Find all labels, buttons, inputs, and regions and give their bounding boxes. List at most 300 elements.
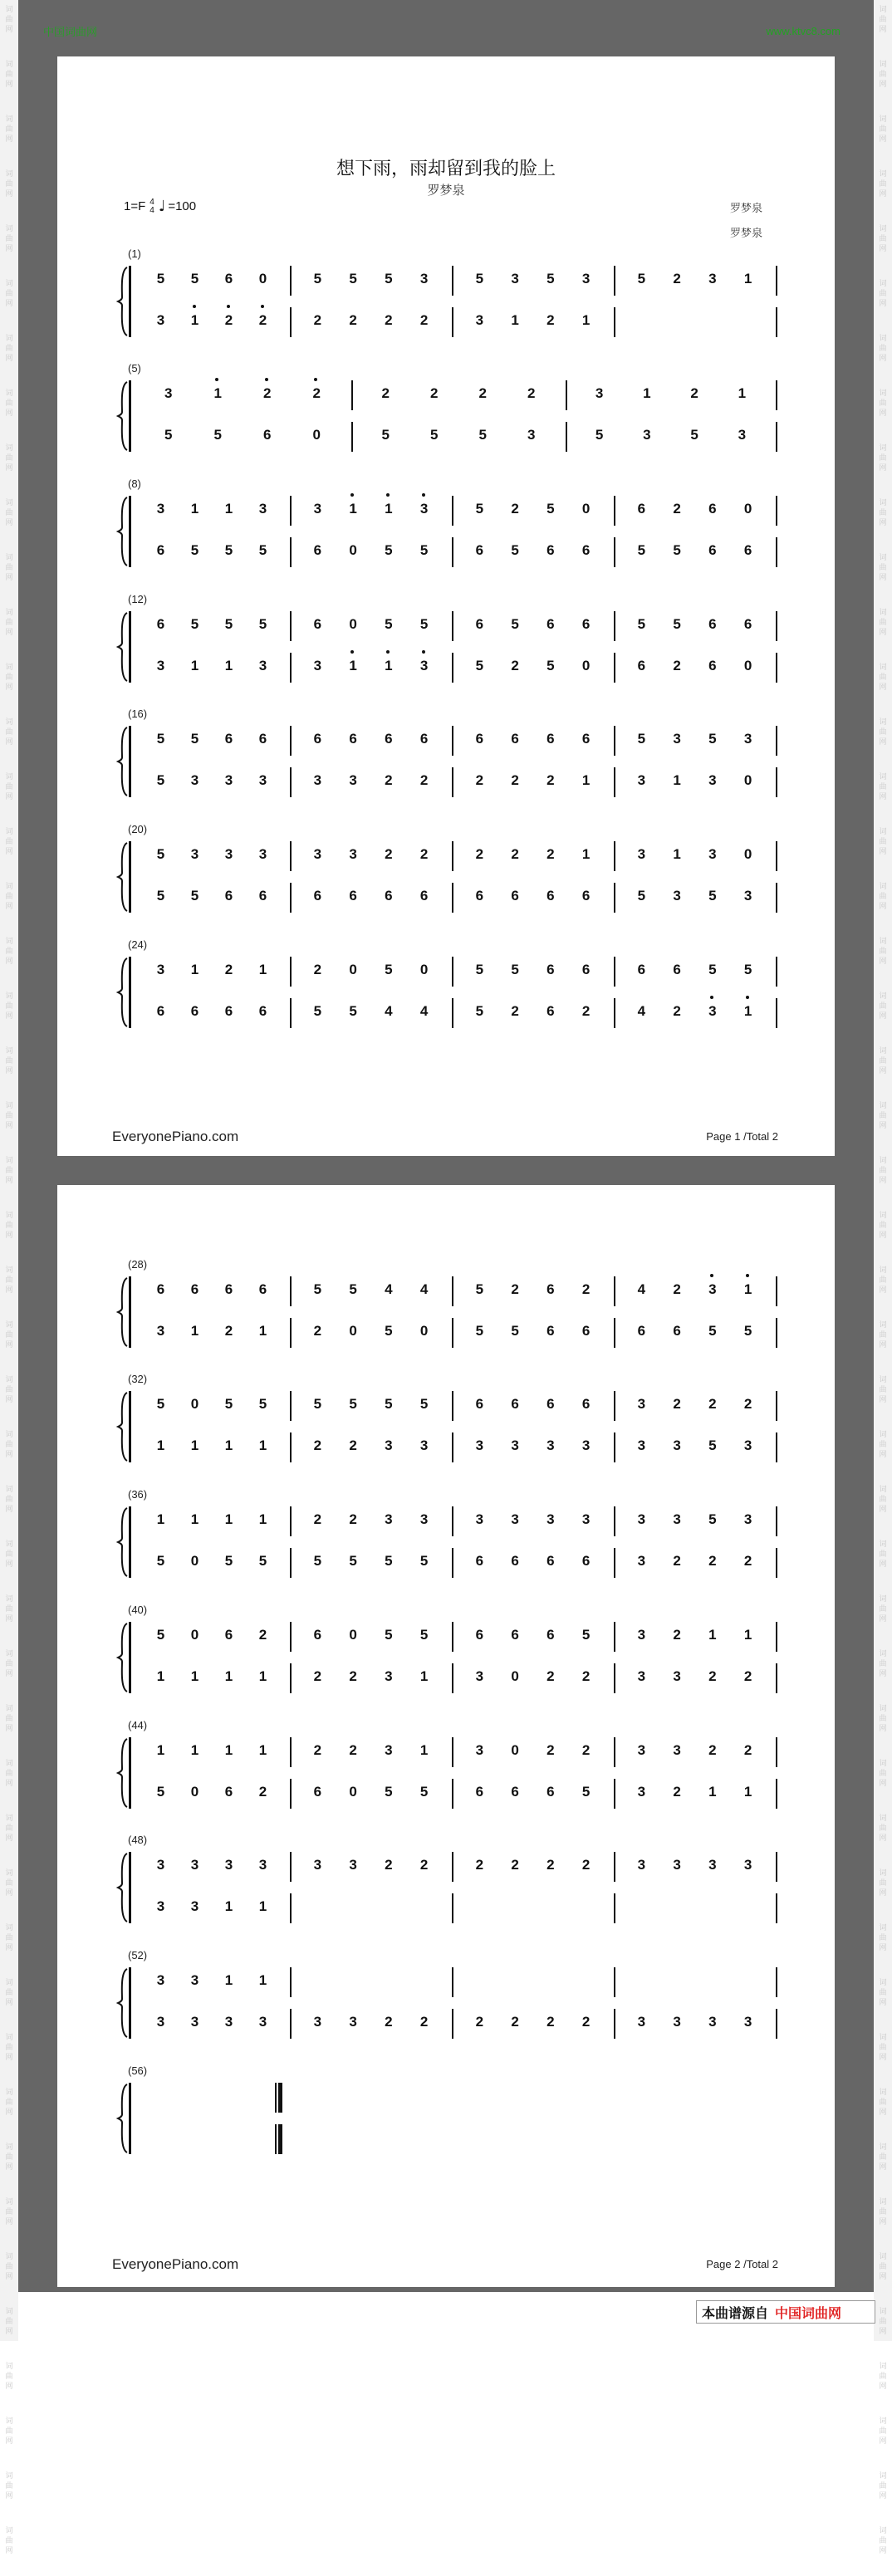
- measure-number: (16): [128, 708, 148, 720]
- tempo-bpm: =100: [168, 199, 197, 213]
- side-watermark-text: 词 曲 网: [5, 938, 13, 966]
- note: [187, 731, 203, 747]
- note: [255, 542, 272, 559]
- note: [255, 1323, 272, 1339]
- side-watermark-text: 词 曲 网: [879, 2417, 887, 2446]
- note-digit: 3: [313, 1857, 322, 1873]
- side-watermark-text: 词 曲 网: [5, 1540, 13, 1569]
- note-digit: 0: [258, 271, 267, 286]
- note-digit: 6: [581, 1553, 591, 1569]
- note-digit: 3: [313, 658, 322, 673]
- note-digit: 3: [385, 1668, 393, 1684]
- side-watermark-text: 词 曲 网: [879, 664, 887, 692]
- note: [221, 1857, 238, 1873]
- note-digit: 5: [385, 1323, 393, 1339]
- note-digit: 6: [511, 1553, 519, 1569]
- note: [542, 1742, 559, 1759]
- note: [507, 1627, 523, 1643]
- bar-line: [290, 841, 292, 871]
- note-digit: 2: [708, 1396, 717, 1412]
- note-digit: 6: [546, 1281, 555, 1297]
- note: [578, 846, 595, 863]
- note: [669, 501, 685, 517]
- note-digit: 3: [156, 1972, 165, 1988]
- note: [471, 962, 488, 978]
- bar-line: [614, 883, 615, 913]
- note-digit: 1: [673, 772, 681, 788]
- note-digit: 2: [475, 2014, 484, 2030]
- note: [153, 1742, 169, 1759]
- note-digit: 3: [349, 2014, 357, 2030]
- note: [309, 1511, 326, 1528]
- bar-line: [290, 2009, 292, 2039]
- bar-line: [452, 1852, 453, 1882]
- note: [578, 888, 595, 904]
- note-digit: 2: [385, 2014, 393, 2030]
- note-digit: 5: [637, 616, 646, 632]
- bar-line: [452, 653, 453, 683]
- note: [416, 1784, 433, 1800]
- note: [578, 1323, 595, 1339]
- note-digit: 2: [581, 1003, 591, 1019]
- note-digit: 1: [743, 1281, 752, 1297]
- bar-line: [614, 726, 615, 756]
- bar-line: [614, 1852, 615, 1882]
- note: [255, 616, 272, 633]
- side-watermark-text: 词 曲 网: [5, 554, 13, 582]
- final-bar-thick: [278, 2083, 282, 2113]
- note-digit: 2: [419, 846, 429, 862]
- note-digit: 5: [419, 1396, 429, 1412]
- bar-line: [452, 1622, 453, 1652]
- note: [221, 772, 238, 789]
- note: [704, 1396, 721, 1413]
- side-watermark-right: [874, 0, 892, 2555]
- note-digit: 1: [385, 658, 393, 673]
- note-digit: 3: [581, 1437, 591, 1453]
- bar-line: [290, 653, 292, 683]
- note: [345, 846, 361, 863]
- note: [160, 385, 177, 402]
- bar-line: [452, 1391, 453, 1421]
- note-digit: 3: [527, 427, 536, 443]
- note: [542, 1857, 559, 1873]
- note: [221, 658, 238, 674]
- note: [507, 1742, 523, 1759]
- note: [578, 1857, 595, 1873]
- note-digit: 2: [349, 1668, 357, 1684]
- note-digit: 2: [419, 1857, 429, 1873]
- note: [578, 772, 595, 789]
- note: [740, 962, 757, 978]
- note-digit: 3: [673, 1857, 681, 1873]
- note-digit: 6: [156, 1003, 165, 1019]
- note-digit: 6: [581, 1323, 591, 1339]
- note-digit: 2: [581, 2014, 591, 2030]
- note-digit: 3: [637, 1396, 646, 1412]
- note-digit: 6: [673, 962, 681, 977]
- bar-line: [776, 653, 777, 683]
- note-digit: 5: [156, 772, 165, 788]
- note-digit: 2: [419, 312, 429, 328]
- source-credit[interactable]: [696, 2300, 875, 2324]
- bar-line: [614, 2009, 615, 2039]
- note: [209, 385, 226, 402]
- note: [187, 1396, 203, 1413]
- note-digit: 5: [475, 658, 484, 673]
- note-digit: 2: [430, 385, 439, 401]
- note: [704, 1784, 721, 1800]
- note: [160, 427, 177, 443]
- note-digit: 5: [385, 1396, 393, 1412]
- note: [471, 312, 488, 329]
- note: [633, 1668, 649, 1685]
- note: [704, 1281, 721, 1298]
- note: [578, 542, 595, 559]
- note-digit: 6: [224, 731, 233, 747]
- note: [255, 1668, 272, 1685]
- note: [740, 1784, 757, 1800]
- note: [345, 501, 361, 517]
- note: [740, 1553, 757, 1570]
- note-digit: 0: [190, 1553, 199, 1569]
- score-system: [57, 1373, 835, 1456]
- note: [704, 772, 721, 789]
- note-digit: 3: [743, 731, 752, 747]
- side-watermark-text: 词 曲 网: [5, 1979, 13, 2007]
- side-watermark-text: 词 曲 网: [5, 828, 13, 856]
- note: [542, 501, 559, 517]
- note: [309, 772, 326, 789]
- side-watermark-text: 词 曲 网: [5, 1924, 13, 1952]
- note: [416, 1553, 433, 1570]
- note-digit: 3: [313, 2014, 322, 2030]
- note-digit: 3: [349, 772, 357, 788]
- note-digit: 3: [475, 1437, 484, 1453]
- tempo-marking: [124, 198, 196, 215]
- side-watermark-text: 词 曲 网: [879, 61, 887, 89]
- note-digit: 2: [511, 501, 519, 517]
- measure-number: (52): [128, 1949, 148, 1961]
- measure-number: (32): [128, 1373, 148, 1385]
- note-digit: 2: [743, 1553, 752, 1569]
- note: [633, 2014, 649, 2030]
- bar-line: [776, 998, 777, 1028]
- note: [309, 846, 326, 863]
- score-system: [57, 938, 835, 1021]
- note: [345, 1281, 361, 1298]
- note-digit: 3: [673, 731, 681, 747]
- bar-line: [776, 1432, 777, 1462]
- note: [416, 312, 433, 329]
- side-watermark-text: 词 曲 网: [879, 1540, 887, 1569]
- note: [686, 427, 703, 443]
- note-digit: 1: [258, 962, 267, 977]
- note: [416, 1281, 433, 1298]
- note: [416, 1668, 433, 1685]
- note: [633, 616, 649, 633]
- bar-line: [776, 422, 777, 452]
- note-digit: 2: [419, 772, 429, 788]
- note: [704, 731, 721, 747]
- note-digit: 3: [156, 1898, 165, 1914]
- note-digit: 6: [349, 888, 357, 904]
- note-digit: 5: [475, 962, 484, 977]
- side-watermark-text: 词 曲 网: [5, 2034, 13, 2062]
- note: [309, 1784, 326, 1800]
- note-digit: 3: [581, 1511, 591, 1527]
- note-digit: 2: [546, 312, 555, 328]
- note-digit: 2: [258, 312, 267, 328]
- note-digit: 2: [478, 385, 487, 401]
- note-digit: 2: [381, 385, 390, 401]
- note-digit: 6: [475, 731, 484, 747]
- note: [345, 772, 361, 789]
- note: [704, 542, 721, 559]
- note: [633, 1742, 649, 1759]
- side-watermark-text: 词 曲 网: [5, 2198, 13, 2226]
- note: [471, 1437, 488, 1454]
- note: [740, 1668, 757, 1685]
- side-watermark-text: 词 曲 网: [5, 115, 13, 144]
- note-digit: 6: [313, 616, 322, 632]
- note: [153, 501, 169, 517]
- note-digit: 3: [190, 772, 199, 788]
- note: [704, 962, 721, 978]
- note-digit: 0: [743, 501, 752, 517]
- side-watermark-text: 词 曲 网: [5, 170, 13, 198]
- note: [542, 846, 559, 863]
- note: [255, 1898, 272, 1915]
- note: [507, 846, 523, 863]
- note: [669, 888, 685, 904]
- note-digit: 5: [475, 271, 484, 286]
- note: [740, 731, 757, 747]
- note: [669, 1742, 685, 1759]
- side-watermark-text: 词 曲 网: [879, 773, 887, 801]
- bar-line: [290, 1432, 292, 1462]
- note-digit: 0: [349, 962, 357, 977]
- note-digit: 5: [673, 542, 681, 558]
- note-digit: 6: [224, 1003, 233, 1019]
- note-digit: 6: [637, 1323, 646, 1339]
- note-digit: 3: [258, 501, 267, 517]
- note: [187, 1742, 203, 1759]
- note-digit: 6: [419, 888, 429, 904]
- footer-site: EveryonePiano.com: [112, 1129, 239, 1144]
- octave-dot-above: [350, 650, 354, 654]
- note: [416, 1511, 433, 1528]
- system-start-line: [129, 380, 131, 452]
- note-digit: 5: [419, 1553, 429, 1569]
- note: [153, 846, 169, 863]
- note-digit: 5: [156, 1627, 165, 1643]
- note: [380, 1323, 397, 1339]
- side-watermark-text: 词 曲 网: [879, 335, 887, 363]
- note-digit: 6: [190, 1281, 199, 1297]
- note-digit: 3: [156, 962, 165, 977]
- note: [542, 1003, 559, 1020]
- bar-line: [452, 1432, 453, 1462]
- bar-line: [614, 537, 615, 567]
- note-digit: 1: [581, 846, 591, 862]
- note: [704, 1323, 721, 1339]
- note: [309, 616, 326, 633]
- note: [578, 1784, 595, 1800]
- note: [669, 1553, 685, 1570]
- note-digit: 1: [419, 1742, 429, 1758]
- note: [153, 1857, 169, 1873]
- side-watermark-text: 词 曲 网: [5, 335, 13, 363]
- side-watermark-text: 词 曲 网: [5, 1431, 13, 1459]
- note-digit: 5: [349, 1396, 357, 1412]
- note-digit: 3: [708, 271, 717, 286]
- octave-dot-above: [193, 305, 196, 308]
- note: [153, 1627, 169, 1643]
- side-watermark-text: 词 曲 网: [5, 2253, 13, 2281]
- side-watermark-text: 词 曲 网: [879, 1705, 887, 1733]
- side-watermark-text: 词 曲 网: [879, 115, 887, 144]
- note: [259, 427, 276, 443]
- note-digit: 6: [313, 542, 322, 558]
- note-digit: 2: [673, 271, 681, 286]
- system-start-line: [129, 1967, 131, 2039]
- note: [507, 1437, 523, 1454]
- side-watermark-text: 词 曲 网: [879, 444, 887, 473]
- note-digit: 3: [511, 1511, 519, 1527]
- note-digit: 5: [224, 1396, 233, 1412]
- note: [221, 731, 238, 747]
- note-digit: 6: [258, 888, 267, 904]
- note: [633, 1784, 649, 1800]
- note-digit: 1: [190, 1742, 199, 1758]
- note-digit: 6: [224, 271, 233, 286]
- bar-line: [776, 307, 777, 337]
- note-digit: 6: [156, 616, 165, 632]
- footer-page-number: Page 2 /Total 2: [706, 2258, 778, 2270]
- note-digit: 1: [190, 1323, 199, 1339]
- note: [633, 1281, 649, 1298]
- note-digit: 3: [708, 1857, 717, 1873]
- bar-line: [776, 1779, 777, 1809]
- bar-line: [452, 307, 453, 337]
- note-digit: 6: [313, 888, 322, 904]
- note-digit: 6: [546, 962, 555, 977]
- time-signature-denominator: 4: [149, 205, 154, 215]
- score-system: [57, 708, 835, 791]
- side-watermark-text: 词 曲 网: [5, 6, 13, 34]
- note-digit: 3: [743, 2014, 752, 2030]
- side-watermark-text: 词 曲 网: [5, 225, 13, 253]
- note-digit: 6: [263, 427, 272, 443]
- note-digit: 0: [190, 1627, 199, 1643]
- page-title: 想下雨，雨却留到我的脸上: [336, 159, 556, 179]
- note-digit: 6: [637, 962, 646, 977]
- note-digit: 6: [708, 501, 717, 517]
- note-digit: 6: [546, 616, 555, 632]
- note-digit: 3: [637, 2014, 646, 2030]
- note-digit: 6: [313, 731, 322, 747]
- note: [187, 2014, 203, 2030]
- note: [255, 1553, 272, 1570]
- note-digit: 0: [419, 1323, 429, 1339]
- note: [309, 1627, 326, 1643]
- note: [416, 1323, 433, 1339]
- note-digit: 3: [224, 772, 233, 788]
- side-watermark-text: 词 曲 网: [879, 2253, 887, 2281]
- side-watermark-text: 词 曲 网: [879, 1376, 887, 1404]
- note-digit: 2: [673, 1281, 681, 1297]
- side-watermark-text: 词 曲 网: [879, 1047, 887, 1075]
- note: [578, 658, 595, 674]
- note-digit: 3: [190, 2014, 199, 2030]
- note: [221, 1437, 238, 1454]
- bar-line: [452, 1663, 453, 1693]
- source-credit-site[interactable]: 中国词曲网: [775, 2304, 842, 2321]
- note: [471, 616, 488, 633]
- system-start-line: [129, 1737, 131, 1809]
- note: [633, 888, 649, 904]
- bar-line: [452, 957, 453, 987]
- note-digit: 3: [419, 271, 429, 286]
- measure-number: (20): [128, 823, 148, 835]
- note: [704, 616, 721, 633]
- side-watermark-text: 词 曲 网: [5, 773, 13, 801]
- note: [669, 271, 685, 287]
- note-digit: 3: [419, 1511, 429, 1527]
- note: [507, 962, 523, 978]
- note-digit: 1: [190, 1668, 199, 1684]
- note: [507, 1784, 523, 1800]
- note-digit: 5: [385, 616, 393, 632]
- note: [542, 1553, 559, 1570]
- side-watermark-text: 词 曲 网: [879, 1760, 887, 1788]
- note: [380, 1437, 397, 1454]
- bar-line: [776, 1276, 777, 1306]
- note: [380, 1281, 397, 1298]
- bar-line: [776, 1506, 777, 1536]
- note-digit: 0: [511, 1742, 519, 1758]
- note: [255, 1857, 272, 1873]
- note: [380, 846, 397, 863]
- note-digit: 0: [349, 1323, 357, 1339]
- note: [255, 1972, 272, 1989]
- octave-dot-above: [265, 378, 268, 381]
- note-digit: 3: [156, 501, 165, 517]
- note-digit: 5: [708, 731, 717, 747]
- note: [153, 271, 169, 287]
- side-watermark-text: 词 曲 网: [5, 61, 13, 89]
- note-digit: 5: [419, 1627, 429, 1643]
- note: [740, 1742, 757, 1759]
- note-digit: 6: [581, 962, 591, 977]
- side-watermark-text: 词 曲 网: [5, 664, 13, 692]
- side-watermark-text: 词 曲 网: [879, 1650, 887, 1678]
- footer-page-number: Page 1 /Total 2: [706, 1130, 778, 1143]
- note: [704, 271, 721, 287]
- note: [740, 501, 757, 517]
- measure-number: (28): [128, 1258, 148, 1271]
- note: [740, 1437, 757, 1454]
- note: [578, 731, 595, 747]
- note: [153, 1668, 169, 1685]
- note-digit: 3: [595, 385, 604, 401]
- note: [704, 501, 721, 517]
- note: [591, 385, 608, 402]
- bar-line: [776, 1893, 777, 1923]
- note: [345, 1668, 361, 1685]
- note: [471, 888, 488, 904]
